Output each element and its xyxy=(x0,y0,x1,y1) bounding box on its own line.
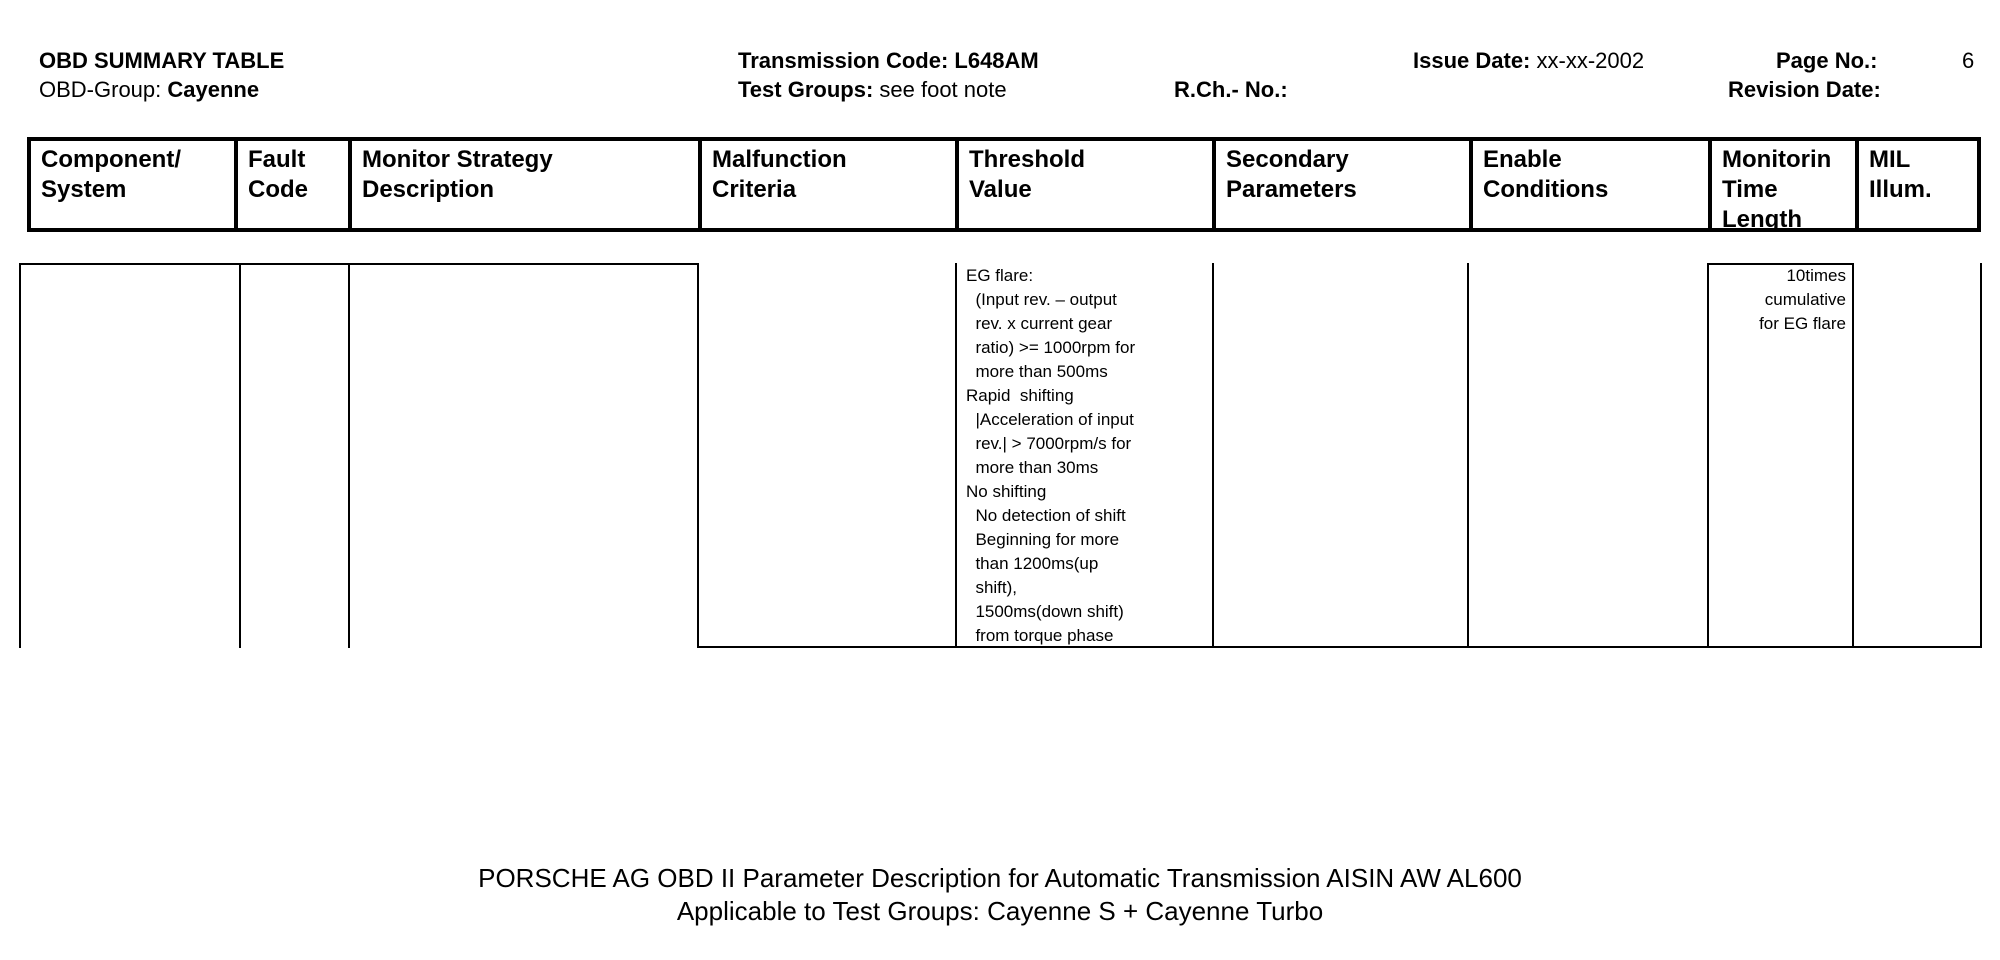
transmission-code xyxy=(738,46,1039,76)
column-header-threshold-value-label: Threshold Value xyxy=(969,146,1086,203)
column-header-secondary-parameters xyxy=(1212,137,1469,232)
column-header-secondary-parameters-label: Secondary Parameters xyxy=(1226,146,1357,203)
column-header-mil-illum-label: MIL Illum. xyxy=(1869,146,1932,203)
column-divider xyxy=(1212,263,1214,648)
column-header-enable-conditions xyxy=(1469,137,1708,232)
document-title: OBD SUMMARY TABLE xyxy=(39,48,285,73)
test-groups-value: see foot note xyxy=(879,77,1007,102)
page-number-label: Page No.: xyxy=(1776,48,1878,73)
column-divider xyxy=(697,263,699,648)
revision-date: Revision Date: xyxy=(1728,77,1881,102)
column-divider xyxy=(19,263,21,648)
column-header-monitor-strategy xyxy=(348,137,698,232)
transmission-code-label: Transmission Code: xyxy=(738,48,955,73)
footer-description: PORSCHE AG OBD II Parameter Description for Automatic Transmission AISIN AW AL600 xyxy=(478,863,1522,893)
issue-date-label: Issue Date: xyxy=(1413,48,1537,73)
column-divider xyxy=(1980,263,1982,648)
obd-group-label: OBD-Group: xyxy=(39,77,168,102)
column-header-malfunction-criteria-label: Malfunction Criteria xyxy=(712,146,847,203)
transmission-code-value: L648AM xyxy=(954,48,1039,73)
column-divider xyxy=(1852,263,1854,648)
column-header-malfunction-criteria xyxy=(698,137,955,232)
column-divider xyxy=(955,263,957,648)
column-header-time-length xyxy=(1708,137,1855,232)
footer-test-groups: Applicable to Test Groups: Cayenne S + Cayenne Turbo xyxy=(676,896,1324,926)
issue-date-value: xx-xx-2002 xyxy=(1536,48,1645,73)
obd-group-value: Cayenne xyxy=(167,77,260,102)
row-bottom-border xyxy=(698,646,1981,648)
column-header-fault-code xyxy=(234,137,348,232)
row-top-border-left xyxy=(19,263,699,265)
column-header-component-label: Component/ System xyxy=(41,146,181,203)
column-divider xyxy=(239,263,241,648)
test-groups xyxy=(738,75,1007,105)
column-divider xyxy=(1707,263,1709,648)
threshold-value-cell: EG flare: (Input rev. – output rev. x current gear ratio) >= 1000rpm for more than 500ms Rapid shifting |Acceleration of input rev.| > 7000rpm/s for more than 30ms No shifting No detection of shift Beginning for more than 1200ms(up shift), 1500ms(down shift) from torque phase xyxy=(966,266,1136,645)
column-divider xyxy=(1467,263,1469,648)
rch-number: R.Ch.- No.: xyxy=(1174,77,1288,102)
test-groups-label: Test Groups: xyxy=(738,77,880,102)
issue-date xyxy=(1413,46,1644,76)
column-header-threshold-value xyxy=(955,137,1212,232)
column-divider xyxy=(348,263,350,648)
page-number-value: 6 xyxy=(1962,48,1975,73)
column-header-monitor-strategy-label: Monitor Strategy Description xyxy=(362,146,553,203)
obd-group xyxy=(39,75,259,105)
column-header-component xyxy=(27,137,234,232)
column-header-mil-illum xyxy=(1855,137,1981,232)
column-header-time-length-label: Monitorin Time Length xyxy=(1722,146,1832,233)
time-length-cell: 10times cumulative for EG flare xyxy=(1759,266,1846,333)
column-header-enable-conditions-label: Enable Conditions xyxy=(1483,146,1609,203)
column-header-fault-code-label: Fault Code xyxy=(248,146,308,203)
